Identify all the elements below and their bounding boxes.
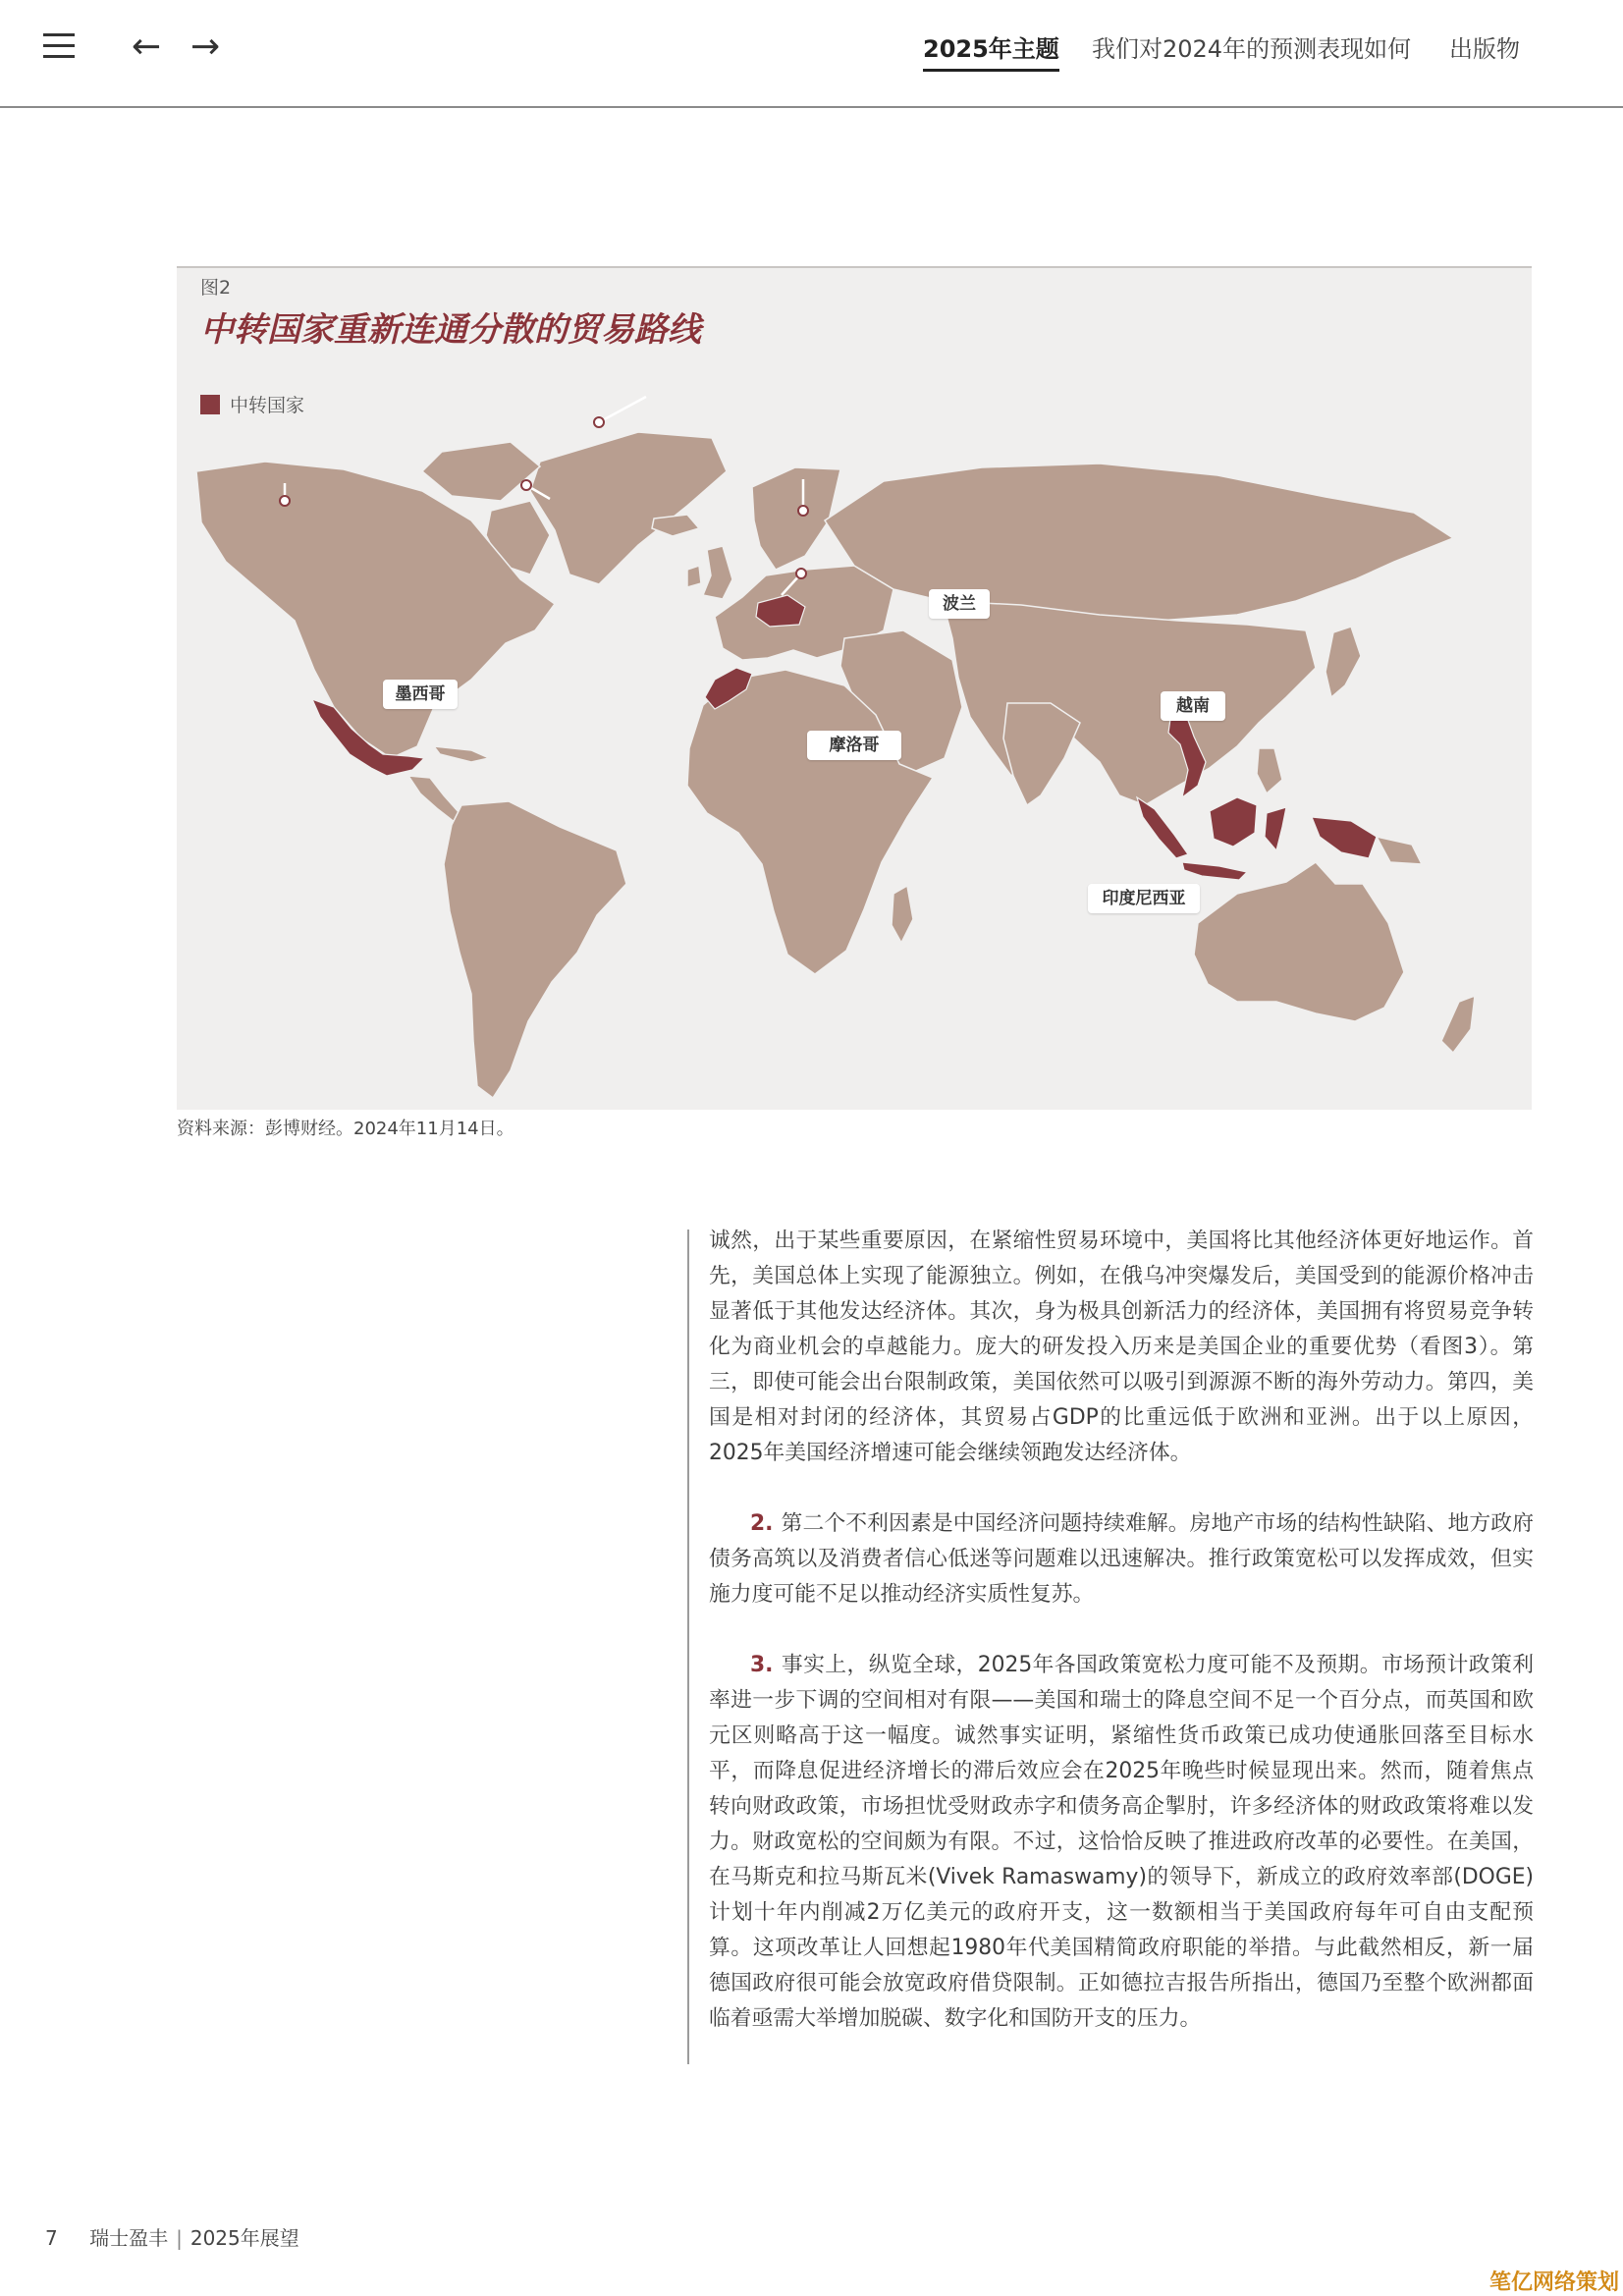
- tab-publications[interactable]: 出版物: [1449, 35, 1520, 63]
- ireland: [687, 566, 701, 587]
- paragraph-2: [709, 1506, 1534, 1613]
- paragraph-3: [709, 1648, 1534, 2037]
- iceland: [652, 515, 699, 536]
- indonesia-papua: [1312, 817, 1377, 858]
- north-america: [196, 462, 555, 758]
- japan: [1325, 627, 1361, 697]
- hamburger-menu-icon[interactable]: [43, 33, 75, 63]
- footer-separator: |: [176, 2226, 183, 2250]
- india: [1003, 703, 1080, 805]
- australia: [1194, 862, 1404, 1021]
- tab-2025-themes[interactable]: 2025年主题: [923, 29, 1059, 72]
- paragraph-2-text: 第二个不利因素是中国经济问题持续难解。房地产市场的结构性缺陷、地方政府债务高筑以及消费者信心低迷等问题难以迅速解决。推行政策宽松可以发挥成效，但实施力度可能不足以推动经济实质性复苏。: [709, 1511, 1534, 1607]
- watermark: 笔亿网络策划: [1488, 2270, 1619, 2295]
- legend-label: 中转国家: [230, 395, 305, 416]
- tab-2024-forecast-review[interactable]: 我们对2024年的预测表现如何: [1092, 35, 1412, 63]
- legend-swatch: [200, 395, 220, 414]
- callout-poland: 波兰: [929, 589, 990, 619]
- poland-pin: [594, 417, 604, 427]
- indonesia-sulawesi: [1265, 807, 1286, 850]
- top-navigation: [0, 0, 1623, 108]
- russia: [825, 464, 1453, 621]
- page-footer: [45, 2222, 299, 2251]
- indonesia-pin: [796, 569, 806, 578]
- paragraph-3-text: 事实上，纵览全球，2025年各国政策宽松力度可能不及预期。市场预计政策利率进一步下调的空间相对有限——美国和瑞士的降息空间不足一个百分点，而英国和欧元区则略高于这一幅度。诚然事实证明，紧缩性货币政策已成功使通胀回落至目标水平，而降息促进经济增长的滞后效应会在2025年晚些时候显现出来。然而，随着焦点转向财政政策，市场担忧受财政赤字和债务高企掣肘，许多经济体的财政政策将难以发力。财政宽松的空间颇为有限。不过，这恰恰反映了推进政府改革的必要性。在美国，在马斯克和拉马斯瓦米(Vivek Ramaswamy)的领导下，新成立的政府效率部(DOGE)计划十年内削减2万亿美元的政府开支，这一数额相当于美国政府每年可自由支配预算。这项改革让人回想起1980年代美国精简政府职能的举措。与此截然相反，新一届德国政府很可能会放宽政府借贷限制。正如德拉吉报告所指出，德国乃至整个欧洲都面临着亟需大举增加脱碳、数字化和国防开支的压力。: [709, 1653, 1534, 2031]
- philippines: [1257, 748, 1282, 793]
- cuba: [434, 746, 489, 762]
- callout-indonesia: 印度尼西亚: [1088, 884, 1200, 913]
- column-rule: [687, 1230, 689, 2064]
- papua-new-guinea: [1377, 837, 1422, 864]
- paragraph-1: 诚然，出于某些重要原因，在紧缩性贸易环境中，美国将比其他经济体更好地运作。首先，美国总体上实现了能源独立。例如，在俄乌冲突爆发后，美国受到的能源价格冲击显著低于其他发达经济体。其次，身为极具创新活力的经济体，美国拥有将贸易竞争转化为商业机会的卓越能力。庞大的研发投入历来是美国企业的重要优势（看图3）。第三，即使可能会出台限制政策，美国依然可以吸引到源源不断的海外劳动力。第四，美国是相对封闭的经济体，其贸易占GDP的比重远低于欧洲和亚洲。出于以上原因，2025年美国经济增速可能会继续领跑发达经济体。: [709, 1229, 1534, 1465]
- new-zealand: [1441, 996, 1475, 1053]
- indonesia-borneo: [1210, 797, 1257, 847]
- figure-title: 中转国家重新连通分散的贸易路线: [200, 310, 701, 350]
- poland-leader-line: [599, 397, 646, 422]
- back-arrow-icon[interactable]: ←: [132, 27, 162, 67]
- article-body: [709, 1224, 1534, 2072]
- forward-arrow-icon[interactable]: →: [190, 27, 221, 67]
- callout-vietnam: 越南: [1161, 691, 1225, 721]
- figure-source: 资料来源：彭博财经。2024年11月14日。: [177, 1119, 514, 1139]
- arctic-islands: [422, 442, 540, 501]
- page-number: 7: [45, 2226, 58, 2250]
- morocco-pin: [521, 480, 531, 490]
- list-number-2: 2.: [750, 1511, 774, 1536]
- south-america: [444, 801, 626, 1098]
- figure-label: 图2: [200, 277, 232, 299]
- madagascar: [892, 886, 913, 943]
- mexico-pin: [280, 496, 290, 506]
- indonesia-java: [1182, 862, 1247, 880]
- footer-brand: 瑞士盈丰: [89, 2226, 169, 2250]
- indonesia-sumatra: [1137, 797, 1188, 858]
- list-number-3: 3.: [750, 1653, 774, 1677]
- great-britain: [703, 546, 732, 599]
- callout-mexico: 墨西哥: [383, 680, 458, 709]
- map-legend: [200, 391, 304, 417]
- vietnam-pin: [798, 506, 808, 516]
- greenland: [530, 432, 727, 584]
- footer-publication: 2025年展望: [189, 2226, 299, 2250]
- callout-morocco: 摩洛哥: [807, 731, 901, 760]
